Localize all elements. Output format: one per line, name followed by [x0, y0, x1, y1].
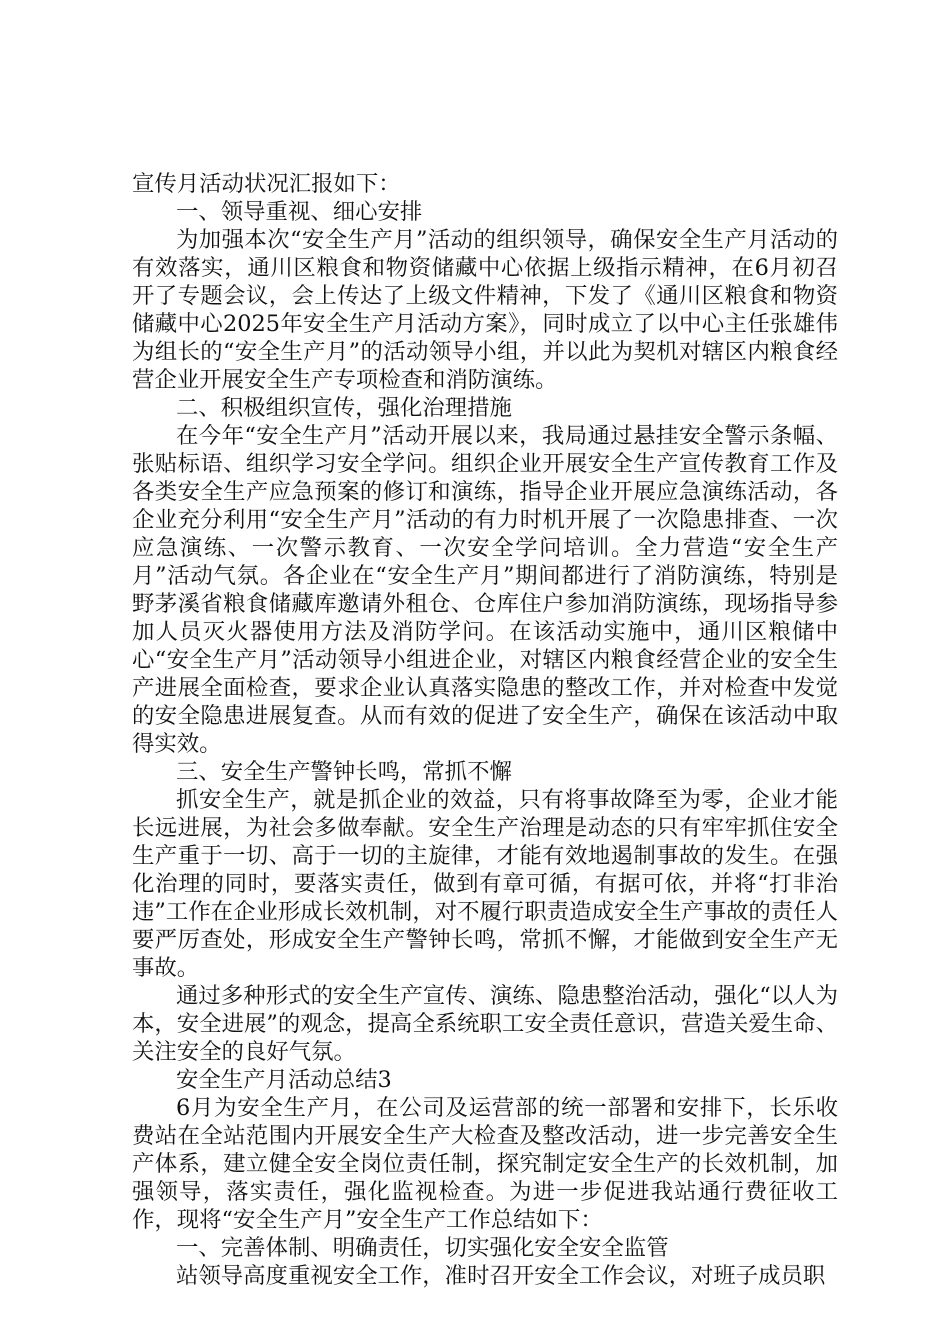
- paragraph-body-4: 通过多种形式的安全生产宣传、演练、隐患整治活动，强化“以人为本，安全进展”的观念，提高全系统职工安全责任意识，营造关爱生命、关注安全的良好气氛。: [132, 983, 838, 1065]
- section-heading-2: 二、积极组织宣传，强化治理措施: [176, 395, 512, 421]
- document-subtitle: 安全生产月活动总结3: [176, 1067, 392, 1093]
- section-heading-1: 一、领导重视、细心安排: [176, 199, 423, 225]
- paragraph-body-5: 6月为安全生产月，在公司及运营部的统一部署和安排下，长乐收费站在全站范围内开展安全生产大检查及整改活动，进一步完善安全生产体系，建立健全安全岗位责任制，探究制定安全生产的长效机制，加强领导，落实责任，强化监视检查。为进一步促进我站通行费征收工作，现将“安全生产月”安全生产工作总结如下：: [132, 1095, 838, 1233]
- section-heading-4: 一、完善体制、明确责任，切实强化安全安全监管: [176, 1235, 669, 1261]
- document-page: [132, 170, 838, 1290]
- paragraph-body-3: 抓安全生产，就是抓企业的效益，只有将事故降至为零，企业才能长远进展，为社会多做奉献。安全生产治理是动态的只有牢牢抓住安全生产重于一切、高于一切的主旋律，才能有效地遏制事故的发生。在强化治理的同时，要落实责任，做到有章可循，有据可依，并将“打非治违”工作在企业形成长效机制，对不履行职责造成安全生产事故的责任人要严厉查处，形成安全生产警钟长鸣，常抓不懈，才能做到安全生产无事故。: [132, 787, 838, 981]
- paragraph-body-2: 在今年“安全生产月”活动开展以来，我局通过悬挂安全警示条幅、张贴标语、组织学习安全学问。组织企业开展安全生产宣传教育工作及各类安全生产应急预案的修订和演练，指导企业开展应急演练活动，各企业充分利用“安全生产月”活动的有力时机开展了一次隐患排查、一次应急演练、一次警示教育、一次安全学问培训。全力营造“安全生产月”活动气氛。各企业在“安全生产月”期间都进行了消防演练，特别是野茅溪省粮食储藏库邀请外租仓、仓库住户参加消防演练，现场指导参加人员灭火器使用方法及消防学问。在该活动实施中，通川区粮储中心“安全生产月”活动领导小组进企业，对辖区内粮食经营企业的安全生产进展全面检查，要求企业认真落实隐患的整改工作，并对检查中发觉的安全隐患进展复查。从而有效的促进了安全生产，确保在该活动中取得实效。: [132, 423, 838, 757]
- paragraph-body-1: 为加强本次“安全生产月”活动的组织领导，确保安全生产月活动的有效落实，通川区粮食和物资储藏中心依据上级指示精神，在6月初召开了专题会议，会上传达了上级文件精神，下发了《通川区粮食和物资储藏中心2025年安全生产月活动方案》，同时成立了以中心主任张雄伟为组长的“安全生产月”的活动领导小组，并以此为契机对辖区内粮食经营企业开展安全生产专项检查和消防演练。: [132, 227, 838, 393]
- paragraph-intro: 宣传月活动状况汇报如下：: [132, 171, 401, 197]
- section-heading-3: 三、安全生产警钟长鸣，常抓不懈: [176, 759, 512, 785]
- paragraph-body-6: 站领导高度重视安全工作，准时召开安全工作会议，对班子成员职: [176, 1263, 826, 1289]
